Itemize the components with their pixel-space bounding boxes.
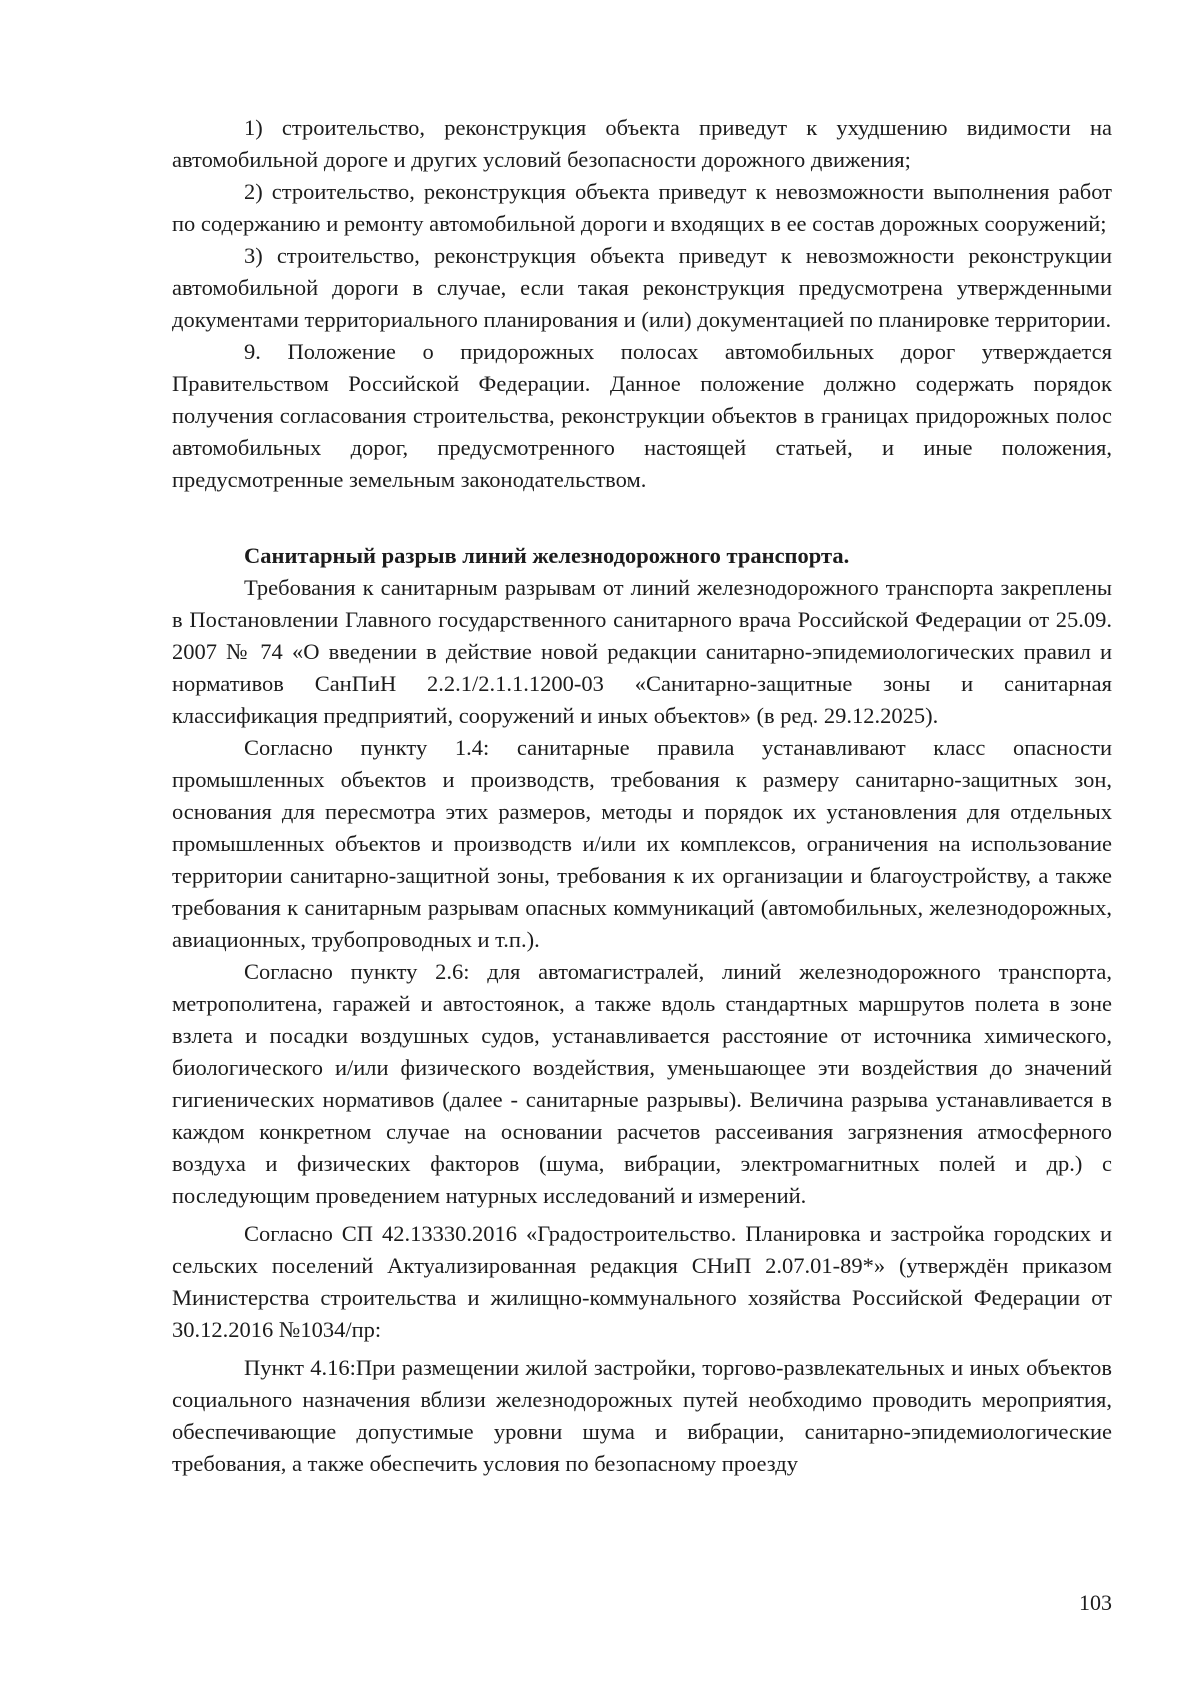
spacer: [172, 496, 1112, 528]
list-item-1: 1) строительство, реконструкция объекта приведут к ухудшению видимости на автомобильной дороге и других условий безопасности дорожного движения;: [172, 115, 1112, 172]
paragraph-clause-4-16: Пункт 4.16:При размещении жилой застройки, торгово-развлекательных и иных объектов социального назначения вблизи железнодорожных путей необходимо проводить мероприятия, обеспечивающие допустимые уровни шума и вибрации, санитарно-эпидемиологические требования, а также обеспечить условия по безопасному проезду: [172, 1355, 1112, 1476]
paragraph-requirements: Требования к санитарным разрывам от линий железнодорожного транспорта закреплены в Постановлении Главного государственного санитарного врача Российской Федерации от 25.09. 2007 № 74 «О введении в действие новой редакции санитарно-эпидемиологических правил и нормативов СанПиН 2.2.1/2.1.1.1200-03 «Санитарно-защитные зоны и санитарная классификация предприятий, сооружений и иных объектов» (в ред. 29.12.2025).: [172, 575, 1112, 728]
page-number: 103: [1079, 1590, 1112, 1615]
page-body: [172, 112, 1112, 1480]
paragraph-clause-1-4: Согласно пункту 1.4: санитарные правила устанавливают класс опасности промышленных объектов и производств, требования к размеру санитарно-защитных зон, основания для пересмотра этих размеров, методы и порядок их установления для отдельных промышленных объектов и производств и/или их комплексов, ограничения на использование территории санитарно-защитной зоны, требования к их организации и благоустройству, а также требования к санитарным разрывам опасных коммуникаций (автомобильных, железнодорожных, авиационных, трубопроводных и т.п.).: [172, 735, 1112, 952]
paragraph-clause-2-6: Согласно пункту 2.6: для автомагистралей, линий железнодорожного транспорта, метрополитена, гаражей и автостоянок, а также вдоль стандартных маршрутов полета в зоне взлета и посадки воздушных судов, устанавливается расстояние от источника химического, биологического и/или физического воздействия, уменьшающее эти воздействия до значений гигиенических нормативов (далее - санитарные разрывы). Величина разрыва устанавливается в каждом конкретном случае на основании расчетов рассеивания загрязнения атмосферного воздуха и физических факторов (шума, вибрации, электромагнитных полей и др.) с последующим проведением натурных исследований и измерений.: [172, 959, 1112, 1208]
section-heading: Санитарный разрыв линий железнодорожного транспорта.: [244, 543, 850, 568]
list-item-2: 2) строительство, реконструкция объекта приведут к невозможности выполнения работ по содержанию и ремонту автомобильной дороги и входящих в ее состав дорожных сооружений;: [172, 179, 1112, 236]
list-item-3: 3) строительство, реконструкция объекта приведут к невозможности реконструкции автомобильной дороги в случае, если такая реконструкция предусмотрена утвержденными документами территориального планирования и (или) документацией по планировке территории.: [172, 243, 1112, 332]
paragraph-9: 9. Положение о придорожных полосах автомобильных дорог утверждается Правительством Российской Федерации. Данное положение должно содержать порядок получения согласования строительства, реконструкции объектов в границах придорожных полос автомобильных дорог, предусмотренного настоящей статьей, и иные положения, предусмотренные земельным законодательством.: [172, 339, 1112, 492]
spacer: [172, 528, 1112, 540]
paragraph-sp-42: Согласно СП 42.13330.2016 «Градостроительство. Планировка и застройка городских и сельских поселений Актуализированная редакция СНиП 2.07.01-89*» (утверждён приказом Министерства строительства и жилищно-коммунального хозяйства Российской Федерации от 30.12.2016 №1034/пр:: [172, 1221, 1112, 1342]
